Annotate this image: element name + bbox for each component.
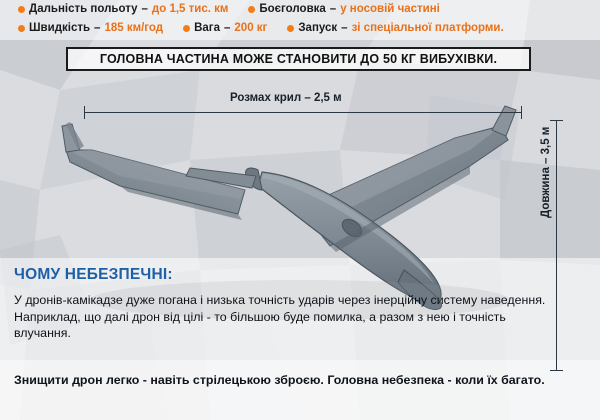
spec-label: Дальність польоту [29,3,138,15]
spec-item-speed [18,22,163,34]
spec-dash: – [224,22,231,34]
warning-callout [66,47,531,71]
wingspan-tick-left [84,106,85,119]
article-headline: ЧОМУ НЕБЕЗПЕЧНІ: [14,266,173,283]
spec-label: Запуск [298,22,338,34]
bullet-icon [248,6,255,13]
spec-dash: – [341,22,348,34]
bullet-icon [18,25,25,32]
bullet-icon [183,25,190,32]
bullet-icon [287,25,294,32]
article-paragraph-text: У дронів-камікадзе дуже погана і низька точність ударів через інерційну систему наведення. Наприклад, що далі дрон від цілі - то більшою буде помилка, а разом з нею і точність влучання. [14,293,546,340]
spec-value: 185 км/год [104,22,164,34]
bullet-icon [18,6,25,13]
spec-item-launch [287,22,503,34]
wingspan-label: Розмах крил – 2,5 м [230,92,342,104]
length-line [556,120,557,370]
wingspan-tick-right [521,106,522,119]
spec-item-weight [183,22,267,34]
article-paragraph [14,292,554,342]
spec-label: Вага [194,22,220,34]
wingspan-line [84,112,521,113]
spec-row-2 [0,18,600,38]
spec-dash: – [141,3,148,15]
length-tick-bottom [550,370,563,371]
spec-value: у носовій частині [340,3,440,15]
spec-row-1 [0,0,600,18]
spec-label: Швидкість [29,22,91,34]
spec-label: Боєголовка [259,3,326,15]
spec-value: до 1,5 тис. км [151,3,229,15]
spec-value: 200 кг [234,22,268,34]
warning-text: ГОЛОВНА ЧАСТИНА МОЖЕ СТАНОВИТИ ДО 50 КГ ВИБУХІВКИ. [99,52,498,66]
length-label: Довжина – 3,5 м [540,126,552,218]
spec-value: зі спеціальної платформи. [351,22,504,34]
spec-item-warhead [248,3,440,15]
spec-dash: – [329,3,337,15]
spec-item-range [18,3,228,15]
spec-dash: – [94,22,101,34]
article-footer: Знищити дрон легко - навіть стрілецькою зброєю. Головна небезпека - коли їх багато. [14,373,545,387]
